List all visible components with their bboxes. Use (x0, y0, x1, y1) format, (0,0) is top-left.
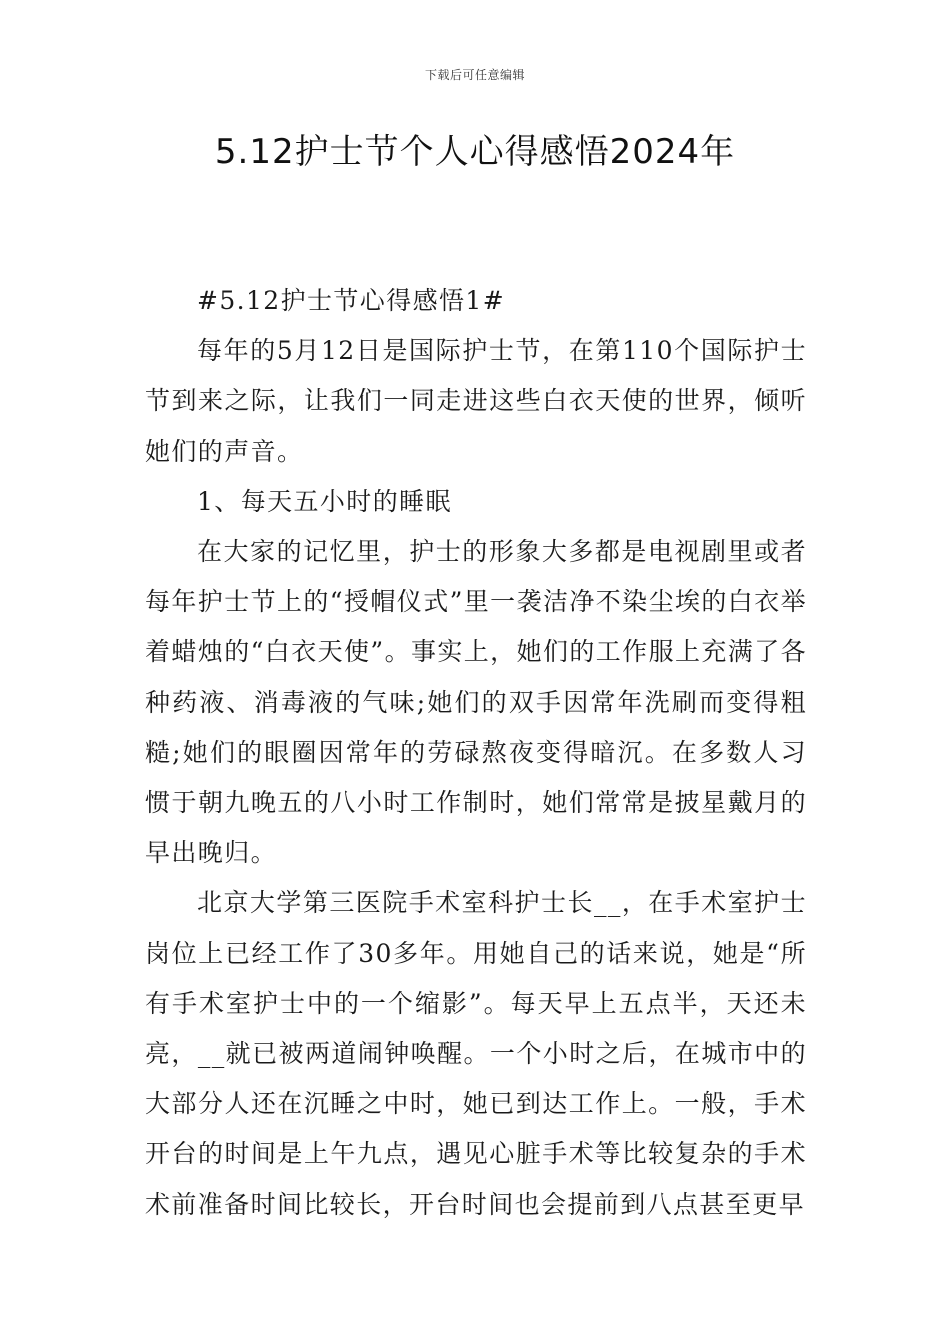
paragraph: 在大家的记忆里，护士的形象大多都是电视剧里或者每年护士节上的“授帽仪式”里一袭洁净不染尘埃的白衣举着蜡烛的“白衣天使”。事实上，她们的工作服上充满了各种药液、消毒液的气味;她们的双手因常年洗刷而变得粗糙;她们的眼圈因常年的劳碌熬夜变得暗沉。在多数人习惯于朝九晚五的八小时工作制时，她们常常是披星戴月的早出晚归。 (145, 537, 807, 868)
paragraph: 北京大学第三医院手术室科护士长__，在手术室护士岗位上已经工作了30多年。用她自己的话来说，她是“所有手术室护士中的一个缩影”。每天早上五点半，天还未亮，__就已被两道闹钟唤醒。一个小时之后，在城市中的大部分人还在沉睡之中时，她已到达工作上。一般，手术开台的时间是上午九点，遇见心脏手术等比较复杂的手术术前准备时间比较长，开台时间也会提前到八点甚至更早 (145, 888, 807, 1219)
subsection-heading: 1、每天五小时的睡眠 (197, 486, 452, 516)
header-note: 下载后可任意编辑 (424, 68, 525, 82)
document-title: 5.12护士节个人心得感悟2024年 (214, 132, 736, 172)
paragraph: 每年的5月12日是国际护士节，在第110个国际护士节到来之际，让我们一同走进这些白衣天使的世界，倾听她们的声音。 (145, 336, 807, 466)
document-body (145, 276, 807, 1230)
section-heading: #5.12护士节心得感悟1# (197, 286, 506, 315)
